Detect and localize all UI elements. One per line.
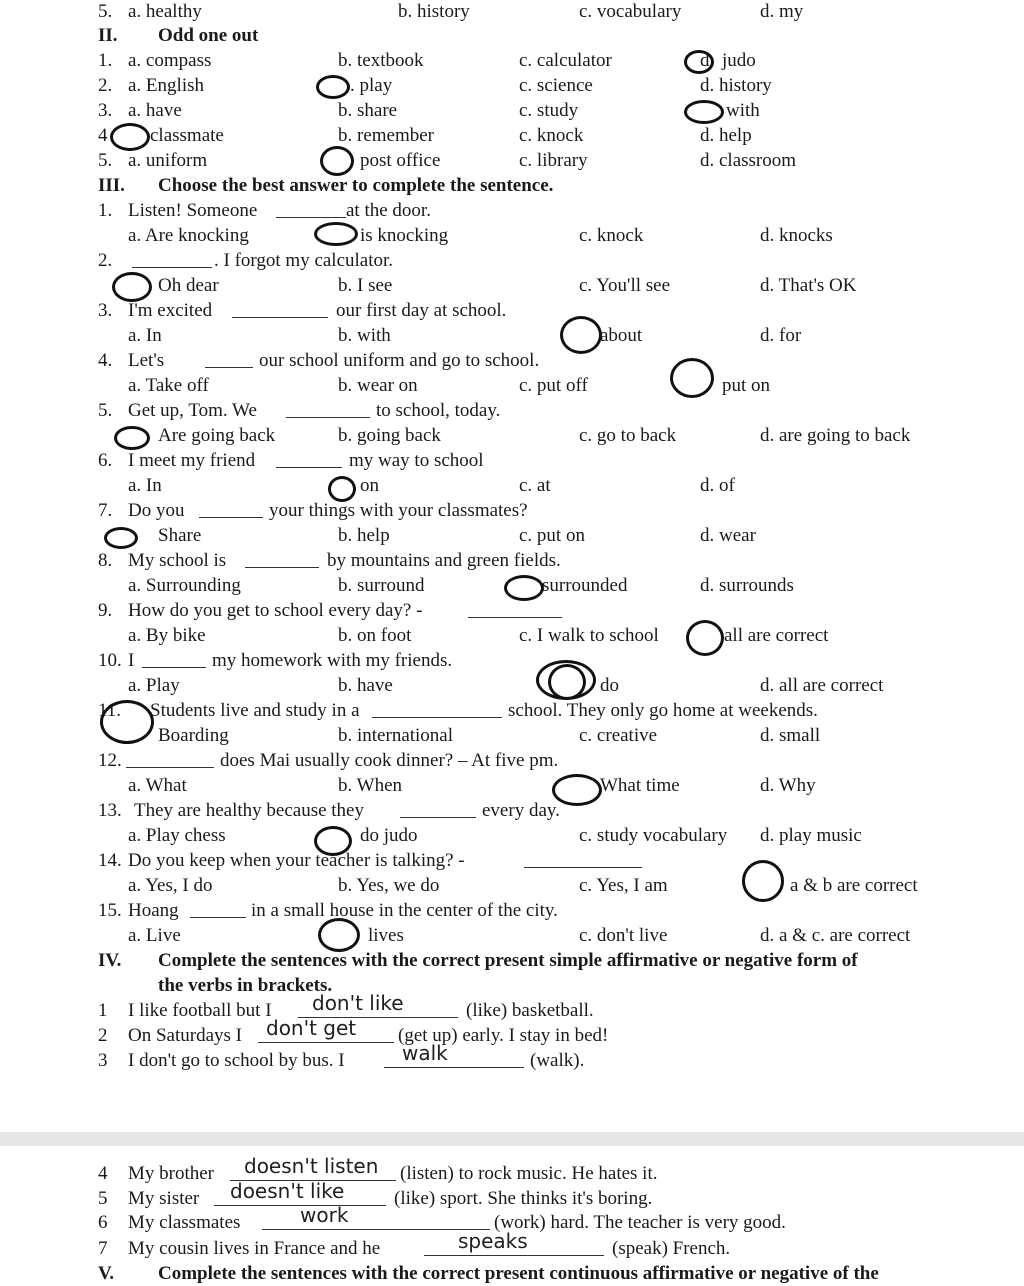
question-number: 7.: [98, 500, 113, 521]
item-number: 4: [98, 1163, 108, 1184]
answer-options: [0, 274, 1024, 298]
item-number: 1: [98, 1000, 108, 1021]
option-d: d. are going to back: [760, 425, 911, 446]
sentence-start: My cousin lives in France and he: [128, 1238, 381, 1259]
option-d: d. of: [700, 475, 735, 496]
stem-text: Let's: [128, 350, 165, 371]
option-b: b. textbook: [338, 50, 424, 71]
option-d: put on: [722, 375, 771, 396]
option-d: d. knocks: [760, 225, 833, 246]
option-b: b. have: [338, 675, 393, 696]
option-a: Boarding: [158, 725, 229, 746]
item-number: 2: [98, 1025, 108, 1046]
option-a: Are going back: [158, 425, 276, 446]
option-b: b. help: [338, 525, 390, 546]
answer-blank: [468, 599, 562, 618]
answer-blank: [400, 799, 476, 818]
option-c: c. calculator: [519, 50, 612, 71]
question-number: 2.: [98, 250, 113, 271]
stem-text: My school is: [128, 550, 227, 571]
option-b: b. When: [338, 775, 403, 796]
answer-circle: [318, 918, 360, 952]
section-title: Complete the sentences with the correct present continuous affirmative or negative of the: [158, 1263, 879, 1284]
option-d: with: [726, 100, 760, 121]
answer-blank: [276, 449, 342, 468]
option-d: d. all are correct: [760, 675, 884, 696]
option-c: c. don't live: [579, 925, 668, 946]
question-number: 13.: [98, 800, 122, 821]
question-stem: [0, 399, 1024, 423]
answer-options: [0, 324, 1024, 348]
odd-item: [0, 149, 1024, 173]
answer-blank: [205, 349, 253, 368]
answer-circle: [670, 358, 714, 398]
section-title-continued: [0, 974, 1024, 998]
option-b: do judo: [360, 825, 418, 846]
option-b: b. with: [338, 325, 391, 346]
option-b: is knocking: [360, 225, 449, 246]
stem-text: in a small house in the center of the city.: [251, 900, 558, 921]
option-c: c. study vocabulary: [579, 825, 728, 846]
stem-text: school. They only go home at weekends.: [508, 700, 818, 721]
fill-sentence: [0, 1229, 1024, 1261]
stem-text: our first day at school.: [336, 300, 507, 321]
stem-text: our school uniform and go to school.: [259, 350, 540, 371]
answer-options: [0, 674, 1024, 698]
option-c: c. vocabulary: [579, 1, 682, 22]
answer-options: [0, 774, 1024, 798]
stem-text: I: [128, 650, 135, 671]
question-number: 4.: [98, 350, 113, 371]
handwritten-answer: speaks: [458, 1229, 528, 1253]
answer-circle: [110, 123, 150, 151]
odd-item: [0, 49, 1024, 73]
sentence-start: I don't go to school by bus. I: [128, 1050, 345, 1071]
answer-options: [0, 424, 1024, 448]
item-number: 5.: [98, 1, 113, 22]
answer-circle: [314, 826, 352, 856]
section-number: III.: [98, 175, 125, 196]
answer-options: [0, 724, 1024, 748]
odd-item: [0, 124, 1024, 148]
answer-circle: [112, 272, 152, 302]
option-c: c. Yes, I am: [579, 875, 668, 896]
sentence-end: (work) hard. The teacher is very good.: [494, 1212, 786, 1233]
handwritten-answer: doesn't listen: [244, 1154, 379, 1178]
item-number: 3: [98, 1050, 108, 1071]
option-a: a. Play: [128, 675, 180, 696]
question-stem: [0, 899, 1024, 923]
answer-blank: [142, 649, 206, 668]
section-title: Choose the best answer to complete the sentence.: [158, 175, 554, 196]
option-c: c. You'll see: [579, 275, 671, 296]
option-b: b. wear on: [338, 375, 418, 396]
answer-blank: [199, 499, 263, 518]
sentence-end: (speak) French.: [612, 1238, 731, 1259]
answer-blank: [286, 399, 370, 418]
question-number: 9.: [98, 600, 113, 621]
stem-text: I'm excited: [128, 300, 213, 321]
handwritten-answer: don't like: [312, 991, 404, 1015]
sentence-end: (like) sport. She thinks it's boring.: [394, 1188, 653, 1209]
option-d: judo: [722, 50, 756, 71]
question-number: 5.: [98, 400, 113, 421]
fill-sentence: [0, 1041, 1024, 1073]
answer-circle: [104, 527, 138, 549]
option-a: a. Take off: [128, 375, 209, 396]
option-c: about: [600, 325, 643, 346]
section-title-line-2: the verbs in brackets.: [158, 975, 333, 996]
stem-text: Listen! Someone: [128, 200, 258, 221]
option-c: c. creative: [579, 725, 658, 746]
question-stem: [0, 199, 1024, 223]
answer-options: [0, 374, 1024, 398]
section-title: Odd one out: [158, 25, 259, 46]
option-c: c. knock: [519, 125, 584, 146]
option-b: b. history: [398, 1, 470, 22]
stem-text: I meet my friend: [128, 450, 256, 471]
option-d: a & b are correct: [790, 875, 918, 896]
sentence-end: (get up) early. I stay in bed!: [398, 1025, 609, 1046]
option-d: d. a & c. are correct: [760, 925, 911, 946]
answer-circle: [504, 575, 544, 601]
question-number: 6.: [98, 450, 113, 471]
option-c: c. library: [519, 150, 588, 171]
answer-circle: [114, 426, 150, 450]
option-b: b. surround: [338, 575, 425, 596]
section-number: V.: [98, 1263, 115, 1284]
sentence-start: My sister: [128, 1188, 200, 1209]
question-stem: [0, 349, 1024, 373]
answer-circle: [316, 75, 350, 99]
option-b: on: [360, 475, 379, 496]
section-number: II.: [98, 25, 118, 46]
option-b: b. share: [338, 100, 398, 121]
answer-blank: [245, 549, 319, 568]
answer-circle: [560, 316, 602, 354]
top-row: [0, 0, 1024, 24]
answer-options: [0, 524, 1024, 548]
option-d: d. small: [760, 725, 821, 746]
sentence-start: My brother: [128, 1163, 215, 1184]
option-letter: d: [700, 50, 710, 71]
question-stem: [0, 849, 1024, 873]
option-d: d. Why: [760, 775, 816, 796]
stem-text: . I forgot my calculator.: [214, 250, 394, 271]
answer-circle: [320, 146, 354, 176]
section-heading: [0, 949, 1024, 973]
item-number: 5: [98, 1188, 108, 1209]
stem-text: They are healthy because they: [134, 800, 364, 821]
answer-circle: [100, 700, 154, 744]
item-number: 6: [98, 1212, 108, 1233]
option-c: c. knock: [579, 225, 644, 246]
option-d: d. play music: [760, 825, 862, 846]
option-a: Oh dear: [158, 275, 219, 296]
question-stem: [0, 649, 1024, 673]
answer-circle: [548, 664, 586, 700]
option-b: b. international: [338, 725, 454, 746]
odd-item: [0, 99, 1024, 123]
option-c: surrounded: [542, 575, 628, 596]
section-title: Complete the sentences with the correct present simple affirmative or negative form of: [158, 950, 858, 971]
answer-options: [0, 474, 1024, 498]
section-heading: [0, 1262, 1024, 1286]
section-heading: [0, 24, 1024, 48]
option-b: b. Yes, we do: [338, 875, 440, 896]
handwritten-answer: work: [300, 1203, 349, 1227]
question-stem: [0, 799, 1024, 823]
item-number: 1.: [98, 50, 113, 71]
question-number: 15.: [98, 900, 122, 921]
option-a: a. have: [128, 100, 182, 121]
question-number: 3.: [98, 300, 113, 321]
fill-sentence: [0, 991, 1024, 1023]
option-d: all are correct: [724, 625, 829, 646]
option-a: a. In: [128, 475, 162, 496]
option-c: c. study: [519, 100, 579, 121]
sentence-end: (listen) to rock music. He hates it.: [400, 1163, 658, 1184]
question-number: 10.: [98, 650, 122, 671]
answer-blank: [276, 199, 346, 218]
option-c: c. I walk to school: [519, 625, 659, 646]
option-a: a. compass: [128, 50, 212, 71]
stem-text: your things with your classmates?: [269, 500, 528, 521]
option-c: c. put off: [519, 375, 588, 396]
option-c: do: [600, 675, 619, 696]
option-b: b. I see: [338, 275, 393, 296]
answer-blank: [132, 249, 212, 268]
sentence-start: I like football but I: [128, 1000, 272, 1021]
answer-circle: [684, 100, 724, 124]
option-d: d. history: [700, 75, 772, 96]
option-c: c. go to back: [579, 425, 677, 446]
sentence-start: My classmates: [128, 1212, 241, 1233]
sentence-end: (like) basketball.: [466, 1000, 594, 1021]
option-a: a. Are knocking: [128, 225, 249, 246]
answer-blank: [372, 699, 502, 718]
section-heading: [0, 174, 1024, 198]
stem-text: my way to school: [349, 450, 484, 471]
item-number: 3.: [98, 100, 113, 121]
answer-blank: [232, 299, 328, 318]
stem-text: Get up, Tom. We: [128, 400, 257, 421]
option-c: c. put on: [519, 525, 585, 546]
answer-blank: [126, 749, 214, 768]
answer-options: [0, 874, 1024, 898]
odd-item: [0, 74, 1024, 98]
answer-options: [0, 224, 1024, 248]
question-number: 11.: [98, 700, 122, 721]
option-b: lives: [368, 925, 404, 946]
answer-circle: [314, 222, 358, 246]
option-d: d. my: [760, 1, 804, 22]
option-a: a. Play chess: [128, 825, 226, 846]
stem-text: by mountains and green fields.: [327, 550, 561, 571]
question-number: 12.: [98, 750, 122, 771]
option-b: b. on foot: [338, 625, 412, 646]
option-a: a. By bike: [128, 625, 206, 646]
option-d: d. surrounds: [700, 575, 794, 596]
option-b: b. remember: [338, 125, 435, 146]
item-number: 4: [98, 125, 108, 146]
question-stem: [0, 749, 1024, 773]
sentence-end: (walk).: [530, 1050, 585, 1071]
option-a: a. English: [128, 75, 204, 96]
question-number: 8.: [98, 550, 113, 571]
option-d: d. wear: [700, 525, 756, 546]
option-a: classmate: [150, 125, 224, 146]
answer-options: [0, 924, 1024, 948]
item-number: 7: [98, 1238, 108, 1259]
option-a: a. In: [128, 325, 162, 346]
fill-sentence: [0, 1154, 1024, 1186]
option-c: c. science: [519, 75, 593, 96]
stem-text: at the door.: [346, 200, 431, 221]
handwritten-answer: walk: [402, 1041, 448, 1065]
answer-options: [0, 824, 1024, 848]
handwritten-answer: doesn't like: [230, 1179, 345, 1203]
answer-blank: [524, 849, 642, 868]
answer-circle: [328, 476, 356, 502]
stem-text: How do you get to school every day? -: [128, 600, 423, 621]
option-a: a. uniform: [128, 150, 208, 171]
stem-text: Hoang: [128, 900, 179, 921]
question-number: 1.: [98, 200, 113, 221]
option-d: d. for: [760, 325, 802, 346]
stem-text: Do you keep when your teacher is talking? -: [128, 850, 465, 871]
question-stem: [0, 499, 1024, 523]
option-b: b. going back: [338, 425, 441, 446]
option-b: post office: [360, 150, 441, 171]
section-number: IV.: [98, 950, 122, 971]
question-stem: [0, 299, 1024, 323]
answer-circle: [684, 50, 714, 74]
stem-text: every day.: [482, 800, 560, 821]
option-d: d. help: [700, 125, 752, 146]
option-a: a. Surrounding: [128, 575, 241, 596]
worksheet-page-2: [0, 1146, 1024, 1284]
option-d: d. That's OK: [760, 275, 857, 296]
fill-sentence: [0, 1179, 1024, 1211]
handwritten-answer: don't get: [266, 1016, 357, 1040]
answer-options: [0, 624, 1024, 648]
answer-blank: [190, 899, 246, 918]
question-stem: [0, 449, 1024, 473]
question-stem: [0, 549, 1024, 573]
stem-text: Students live and study in a: [150, 700, 360, 721]
option-a: Share: [158, 525, 202, 546]
fill-sentence: [0, 1016, 1024, 1048]
stem-text: does Mai usually cook dinner? – At five pm.: [220, 750, 559, 771]
answer-circle: [552, 774, 602, 806]
question-stem: [0, 599, 1024, 623]
question-number: 14.: [98, 850, 122, 871]
stem-text: to school, today.: [376, 400, 501, 421]
answer-blank: [262, 1211, 490, 1230]
sentence-start: On Saturdays I: [128, 1025, 242, 1046]
option-a: a. What: [128, 775, 187, 796]
option-a: a. healthy: [128, 1, 202, 22]
option-a: a. Yes, I do: [128, 875, 213, 896]
stem-text: Do you: [128, 500, 185, 521]
page-separator: [0, 1132, 1024, 1146]
item-number: 2.: [98, 75, 113, 96]
option-a: a. Live: [128, 925, 181, 946]
option-c: What time: [600, 775, 680, 796]
option-b: . play: [350, 75, 393, 96]
answer-circle: [742, 860, 784, 902]
question-stem: [0, 249, 1024, 273]
option-d: d. classroom: [700, 150, 797, 171]
item-number: 5.: [98, 150, 113, 171]
stem-text: my homework with my friends.: [212, 650, 453, 671]
answer-circle: [686, 620, 724, 656]
option-c: c. at: [519, 475, 551, 496]
